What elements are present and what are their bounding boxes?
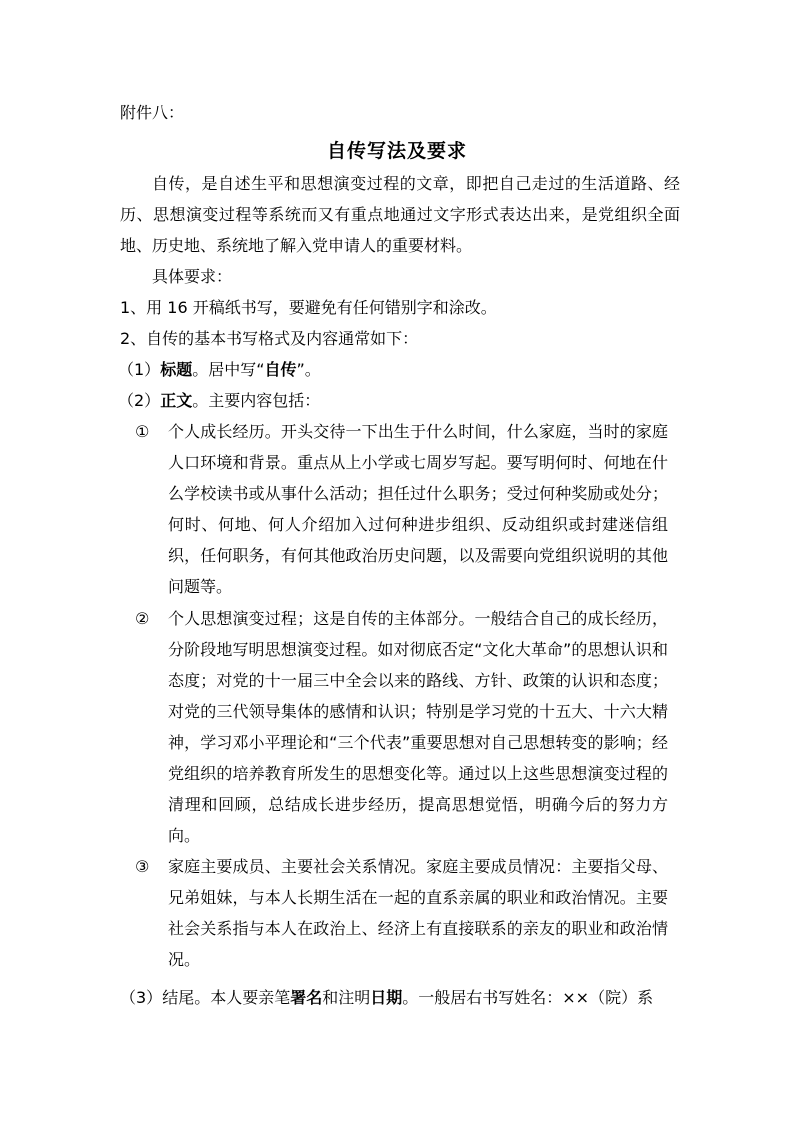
requirements-heading: 具体要求：: [152, 267, 233, 286]
section-3: [120, 982, 653, 1013]
section-3-text-c: 。一般居右书写姓名：××（院）系: [402, 988, 654, 1007]
item-2-marker: ②: [135, 609, 150, 628]
section-3-date: 日期: [370, 988, 403, 1007]
section-2-number: （2）: [118, 391, 161, 410]
section-3-text-b: 和注明: [322, 988, 371, 1007]
requirement-1: 1、用 16 开稿纸书写，要避免有任何错别字和涂改。: [120, 298, 497, 317]
section-1-text-b: ”。: [296, 360, 321, 379]
section-2-text: 。主要内容包括：: [192, 391, 321, 410]
section-2-label: 正文: [160, 391, 193, 410]
page-title: 自传写法及要求: [326, 140, 467, 162]
section-1: [118, 354, 321, 385]
section-1-value: 自传: [264, 360, 297, 379]
item-3-text: 家庭主要成员、主要社会关系情况。家庭主要成员情况：主要指父母、兄弟姐妹，与本人长期生活在一起的直系亲属的职业和政治情况。主要社会关系指与本人在政治上、经济上有直接联系的亲友的职业和政治情况。: [168, 857, 668, 969]
section-2: [118, 385, 320, 416]
section-1-number: （1）: [118, 360, 161, 379]
section-1-label: 标题: [160, 360, 193, 379]
intro-paragraph: 自传，是自述生平和思想演变过程的文章，即把自己走过的生活道路、经历、思想演变过程等系统而又有重点地通过文字形式表达出来，是党组织全面地、历史地、系统地了解入党申请人的重要材料。: [120, 174, 680, 255]
section-3-text-a: 结尾。本人要亲笔: [162, 988, 291, 1007]
requirement-2: 2、自传的基本书写格式及内容通常如下：: [120, 329, 419, 348]
attachment-label: 附件八：: [120, 103, 185, 122]
section-3-number: （3）: [120, 988, 163, 1007]
item-1-marker: ①: [135, 422, 150, 441]
item-2-text: 个人思想演变过程；这是自传的主体部分。一般结合自己的成长经历，分阶段地写明思想演变过程。如对彻底否定“文化大革命”的思想认识和态度；对党的十一届三中全会以来的路线、方针、政策的认识和态度；对党的三代领导集体的感情和认识；特别是学习党的十五大、十六大精神，学习邓小平理论和“三个代表”重要思想对自己思想转变的影响；经党组织的培养教育所发生的思想变化等。通过以上这些思想演变过程的清理和回顾，总结成长进步经历，提高思想觉悟，明确今后的努力方向。: [168, 609, 668, 845]
item-3-marker: ③: [135, 857, 150, 876]
item-1-text: 个人成长经历。开头交待一下出生于什么时间，什么家庭，当时的家庭人口环境和背景。重点从上小学或七周岁写起。要写明何时、何地在什么学校读书或从事什么活动；担任过什么职务；受过何种奖励或处分；何时、何地、何人介绍加入过何种进步组织、反动组织或封建迷信组织，任何职务，有何其他政治历史问题，以及需要向党组织说明的其他问题等。: [168, 422, 668, 596]
section-3-sign: 署名: [290, 988, 323, 1007]
section-1-text-a: 。居中写“: [192, 360, 265, 379]
